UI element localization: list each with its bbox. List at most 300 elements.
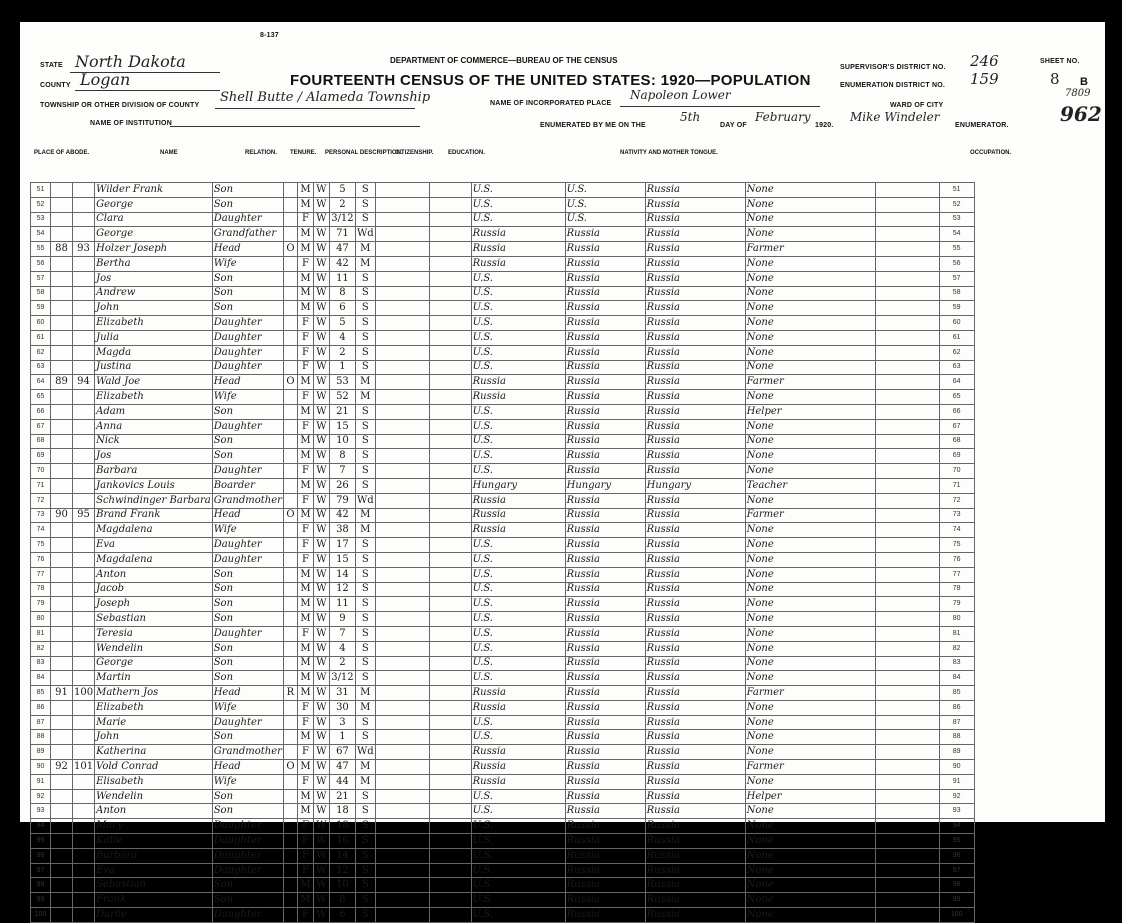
relation-cell: Son	[212, 404, 283, 419]
blank-cell	[875, 626, 939, 641]
occupation-cell: None	[745, 774, 875, 789]
blank-cell	[429, 286, 471, 301]
age-cell: 53	[329, 375, 355, 390]
marital-cell: S	[355, 449, 375, 464]
age-cell: 3/12	[329, 671, 355, 686]
blank-cell	[429, 330, 471, 345]
family-number	[73, 183, 95, 198]
line-number-right: 95	[939, 834, 974, 849]
marital-cell: M	[355, 686, 375, 701]
race-cell: W	[313, 375, 329, 390]
line-number: 93	[31, 804, 51, 819]
line-number-right: 92	[939, 789, 974, 804]
name-cell: Wendelin	[95, 789, 213, 804]
line-number: 65	[31, 390, 51, 405]
father-birthplace-cell: Russia	[565, 316, 645, 331]
father-birthplace-cell: Russia	[565, 360, 645, 375]
sex-cell: M	[297, 449, 313, 464]
mother-birthplace-cell: Russia	[645, 552, 745, 567]
mother-birthplace-cell: Russia	[645, 404, 745, 419]
blank-cell	[429, 345, 471, 360]
home-number	[51, 878, 73, 893]
relation-cell: Grandmother	[212, 745, 283, 760]
mother-birthplace-cell: Russia	[645, 789, 745, 804]
race-cell: W	[313, 197, 329, 212]
occupation-cell: None	[745, 256, 875, 271]
blank-cell	[429, 612, 471, 627]
mother-birthplace-cell: Russia	[645, 863, 745, 878]
family-number	[73, 212, 95, 227]
name-cell: Anton	[95, 567, 213, 582]
sex-cell: M	[297, 730, 313, 745]
marital-cell: M	[355, 508, 375, 523]
line-number-right: 84	[939, 671, 974, 686]
name-cell: Andrew	[95, 286, 213, 301]
birthplace-cell: U.S.	[471, 330, 565, 345]
blank-cell	[875, 227, 939, 242]
blank-cell	[375, 242, 429, 257]
father-birthplace-cell: Russia	[565, 893, 645, 908]
mother-birthplace-cell: Russia	[645, 197, 745, 212]
race-cell: W	[313, 419, 329, 434]
home-number	[51, 641, 73, 656]
occupation-cell: None	[745, 434, 875, 449]
blank-cell	[875, 256, 939, 271]
department-title: DEPARTMENT OF COMMERCE—BUREAU OF THE CENSUS	[390, 56, 618, 65]
mother-birthplace-cell: Russia	[645, 774, 745, 789]
home-number	[51, 848, 73, 863]
race-cell: W	[313, 493, 329, 508]
blank-cell	[429, 834, 471, 849]
line-number: 73	[31, 508, 51, 523]
name-cell: Frank	[95, 893, 213, 908]
mother-birthplace-cell: Russia	[645, 804, 745, 819]
line-number: 81	[31, 626, 51, 641]
blank-cell	[875, 878, 939, 893]
relation-cell: Daughter	[212, 464, 283, 479]
age-cell: 21	[329, 404, 355, 419]
family-number	[73, 286, 95, 301]
line-number-right: 74	[939, 523, 974, 538]
marital-cell: S	[355, 183, 375, 198]
incorporated-label: NAME OF INCORPORATED PLACE	[490, 100, 612, 107]
relation-cell: Daughter	[212, 863, 283, 878]
occupation-cell: None	[745, 464, 875, 479]
name-cell: Elisabeth	[95, 774, 213, 789]
age-cell: 10	[329, 878, 355, 893]
blank-cell	[375, 375, 429, 390]
birthplace-cell: U.S.	[471, 863, 565, 878]
home-number	[51, 893, 73, 908]
sex-cell: F	[297, 345, 313, 360]
blank-cell	[429, 434, 471, 449]
father-birthplace-cell: Russia	[565, 286, 645, 301]
sex-cell: M	[297, 804, 313, 819]
name-cell: Anton	[95, 804, 213, 819]
relation-cell: Son	[212, 671, 283, 686]
mother-birthplace-cell: Russia	[645, 626, 745, 641]
relation-cell: Son	[212, 641, 283, 656]
age-cell: 47	[329, 242, 355, 257]
blank-cell	[429, 538, 471, 553]
relation-cell: Wife	[212, 256, 283, 271]
blank-cell	[375, 360, 429, 375]
census-rows	[31, 183, 975, 923]
father-birthplace-cell: Russia	[565, 390, 645, 405]
family-number	[73, 582, 95, 597]
tenure-cell	[283, 434, 297, 449]
race-cell: W	[313, 626, 329, 641]
family-number	[73, 256, 95, 271]
table-row	[31, 183, 975, 198]
name-cell: Katherina	[95, 745, 213, 760]
sheet-letter: B	[1080, 76, 1089, 88]
sex-cell: M	[297, 478, 313, 493]
marital-cell: S	[355, 212, 375, 227]
home-number	[51, 390, 73, 405]
name-cell: Mary	[95, 819, 213, 834]
sex-cell: F	[297, 834, 313, 849]
sex-cell: M	[297, 197, 313, 212]
line-number-right: 88	[939, 730, 974, 745]
sheet-label: SHEET NO.	[1040, 58, 1080, 65]
table-row	[31, 360, 975, 375]
father-birthplace-cell: U.S.	[565, 183, 645, 198]
birthplace-cell: Russia	[471, 700, 565, 715]
relation-cell: Son	[212, 449, 283, 464]
table-row	[31, 804, 975, 819]
ward-label: WARD OF CITY	[890, 102, 944, 109]
sex-cell: M	[297, 375, 313, 390]
table-row	[31, 464, 975, 479]
race-cell: W	[313, 227, 329, 242]
birthplace-cell: Russia	[471, 774, 565, 789]
name-cell: John	[95, 301, 213, 316]
line-number: 69	[31, 449, 51, 464]
mother-birthplace-cell: Russia	[645, 834, 745, 849]
line-number-right: 72	[939, 493, 974, 508]
sex-cell: F	[297, 464, 313, 479]
family-number	[73, 641, 95, 656]
line-number-right: 66	[939, 404, 974, 419]
name-cell: Martin	[95, 671, 213, 686]
father-birthplace-cell: Russia	[565, 804, 645, 819]
mother-birthplace-cell: Russia	[645, 612, 745, 627]
occupation-cell: None	[745, 612, 875, 627]
mother-birthplace-cell: Russia	[645, 493, 745, 508]
blank-cell	[875, 834, 939, 849]
line-number: 55	[31, 242, 51, 257]
line-number: 78	[31, 582, 51, 597]
sex-cell: F	[297, 523, 313, 538]
tenure-cell	[283, 256, 297, 271]
sex-cell: F	[297, 330, 313, 345]
relation-cell: Son	[212, 582, 283, 597]
age-cell: 18	[329, 804, 355, 819]
race-cell: W	[313, 686, 329, 701]
occupation-cell: None	[745, 878, 875, 893]
race-cell: W	[313, 834, 329, 849]
sex-cell: F	[297, 419, 313, 434]
home-number	[51, 789, 73, 804]
age-cell: 5	[329, 316, 355, 331]
sex-cell: M	[297, 582, 313, 597]
marital-cell: S	[355, 863, 375, 878]
age-cell: 67	[329, 745, 355, 760]
tenure-cell	[283, 345, 297, 360]
blank-cell	[875, 271, 939, 286]
relation-cell: Son	[212, 271, 283, 286]
blank-cell	[375, 197, 429, 212]
line-number-right: 80	[939, 612, 974, 627]
line-number-right: 55	[939, 242, 974, 257]
tenure-cell: O	[283, 760, 297, 775]
enumerator-label: ENUMERATOR.	[955, 122, 1009, 129]
line-number-right: 100	[939, 908, 974, 923]
tenure-cell	[283, 183, 297, 198]
blank-cell	[875, 819, 939, 834]
home-number	[51, 449, 73, 464]
home-number	[51, 345, 73, 360]
tenure-cell	[283, 819, 297, 834]
line-number: 52	[31, 197, 51, 212]
occupation-cell: None	[745, 316, 875, 331]
father-birthplace-cell: Russia	[565, 256, 645, 271]
blank-cell	[375, 612, 429, 627]
table-row	[31, 567, 975, 582]
sex-cell: M	[297, 567, 313, 582]
line-number-right: 85	[939, 686, 974, 701]
blank-cell	[375, 760, 429, 775]
blank-cell	[429, 419, 471, 434]
sex-cell: F	[297, 390, 313, 405]
mother-birthplace-cell: Russia	[645, 745, 745, 760]
birthplace-cell: U.S.	[471, 404, 565, 419]
line-number-right: 54	[939, 227, 974, 242]
line-number-right: 78	[939, 582, 974, 597]
line-number: 99	[31, 893, 51, 908]
line-number-right: 75	[939, 538, 974, 553]
relation-cell: Daughter	[212, 626, 283, 641]
race-cell: W	[313, 908, 329, 923]
mother-birthplace-cell: Russia	[645, 227, 745, 242]
mother-birthplace-cell: Russia	[645, 893, 745, 908]
line-number-right: 82	[939, 641, 974, 656]
line-number: 75	[31, 538, 51, 553]
line-number-right: 83	[939, 656, 974, 671]
name-cell: Adam	[95, 404, 213, 419]
family-number	[73, 523, 95, 538]
table-row	[31, 789, 975, 804]
marital-cell: S	[355, 878, 375, 893]
blank-cell	[429, 493, 471, 508]
marital-cell: S	[355, 612, 375, 627]
marital-cell: S	[355, 286, 375, 301]
tenure-cell: O	[283, 242, 297, 257]
name-cell: Jos	[95, 449, 213, 464]
table-row	[31, 878, 975, 893]
blank-cell	[375, 774, 429, 789]
birthplace-cell: U.S.	[471, 789, 565, 804]
family-number	[73, 404, 95, 419]
father-birthplace-cell: Russia	[565, 819, 645, 834]
home-number	[51, 212, 73, 227]
blank-cell	[875, 419, 939, 434]
age-cell: 1	[329, 360, 355, 375]
tenure-cell	[283, 863, 297, 878]
age-cell: 4	[329, 330, 355, 345]
table-row	[31, 715, 975, 730]
race-cell: W	[313, 804, 329, 819]
marital-cell: S	[355, 819, 375, 834]
blank-cell	[429, 760, 471, 775]
table-row	[31, 271, 975, 286]
birthplace-cell: U.S.	[471, 419, 565, 434]
tenure-cell	[283, 730, 297, 745]
sex-cell: M	[297, 183, 313, 198]
marital-cell: S	[355, 893, 375, 908]
blank-cell	[429, 375, 471, 390]
home-number	[51, 271, 73, 286]
blank-cell	[375, 390, 429, 405]
relation-cell: Son	[212, 567, 283, 582]
colhead-relation: RELATION.	[245, 150, 277, 156]
line-number-right: 68	[939, 434, 974, 449]
tenure-cell	[283, 834, 297, 849]
race-cell: W	[313, 345, 329, 360]
occupation-cell: None	[745, 597, 875, 612]
age-cell: 3/12	[329, 212, 355, 227]
family-number	[73, 730, 95, 745]
mother-birthplace-cell: Russia	[645, 449, 745, 464]
blank-cell	[429, 183, 471, 198]
blank-cell	[875, 641, 939, 656]
tenure-cell	[283, 804, 297, 819]
mother-birthplace-cell: Russia	[645, 316, 745, 331]
line-number: 66	[31, 404, 51, 419]
birthplace-cell: U.S.	[471, 819, 565, 834]
age-cell: 8	[329, 893, 355, 908]
blank-cell	[875, 804, 939, 819]
line-number-right: 61	[939, 330, 974, 345]
sex-cell: M	[297, 656, 313, 671]
sex-cell: M	[297, 286, 313, 301]
blank-cell	[875, 893, 939, 908]
colhead-personal: PERSONAL DESCRIPTION.	[325, 150, 403, 156]
occupation-cell: Farmer	[745, 760, 875, 775]
table-row	[31, 523, 975, 538]
marital-cell: M	[355, 390, 375, 405]
age-cell: 10	[329, 434, 355, 449]
tenure-cell	[283, 390, 297, 405]
home-number	[51, 612, 73, 627]
age-cell: 1	[329, 730, 355, 745]
sex-cell: M	[297, 789, 313, 804]
tenure-cell	[283, 538, 297, 553]
marital-cell: S	[355, 301, 375, 316]
line-number: 57	[31, 271, 51, 286]
blank-cell	[875, 316, 939, 331]
marital-cell: S	[355, 582, 375, 597]
stamp-number: 7809	[1065, 88, 1091, 99]
blank-cell	[429, 390, 471, 405]
occupation-cell: None	[745, 834, 875, 849]
relation-cell: Head	[212, 508, 283, 523]
tenure-cell	[283, 745, 297, 760]
name-cell: Wendelin	[95, 641, 213, 656]
line-number-right: 93	[939, 804, 974, 819]
tenure-cell	[283, 597, 297, 612]
line-number: 70	[31, 464, 51, 479]
father-birthplace-cell: Russia	[565, 686, 645, 701]
mother-birthplace-cell: Russia	[645, 286, 745, 301]
birthplace-cell: U.S.	[471, 197, 565, 212]
line-number: 68	[31, 434, 51, 449]
birthplace-cell: U.S.	[471, 582, 565, 597]
mother-birthplace-cell: Russia	[645, 242, 745, 257]
birthplace-cell: U.S.	[471, 597, 565, 612]
blank-cell	[375, 656, 429, 671]
family-number: 94	[73, 375, 95, 390]
father-birthplace-cell: Russia	[565, 449, 645, 464]
tenure-cell	[283, 715, 297, 730]
race-cell: W	[313, 745, 329, 760]
birthplace-cell: U.S.	[471, 671, 565, 686]
occupation-cell: Farmer	[745, 375, 875, 390]
father-birthplace-cell: Russia	[565, 730, 645, 745]
line-number: 63	[31, 360, 51, 375]
occupation-cell: None	[745, 908, 875, 923]
marital-cell: S	[355, 464, 375, 479]
table-row	[31, 538, 975, 553]
blank-cell	[375, 597, 429, 612]
table-row	[31, 212, 975, 227]
age-cell: 12	[329, 582, 355, 597]
family-number	[73, 552, 95, 567]
name-cell: Sebastian	[95, 878, 213, 893]
relation-cell: Daughter	[212, 345, 283, 360]
home-number	[51, 552, 73, 567]
blank-cell	[375, 908, 429, 923]
home-number	[51, 286, 73, 301]
census-sheet	[20, 22, 1105, 920]
home-number: 91	[51, 686, 73, 701]
marital-cell: S	[355, 626, 375, 641]
mother-birthplace-cell: Russia	[645, 538, 745, 553]
family-number	[73, 345, 95, 360]
birthplace-cell: U.S.	[471, 345, 565, 360]
marital-cell: S	[355, 789, 375, 804]
blank-cell	[429, 686, 471, 701]
father-birthplace-cell: Russia	[565, 242, 645, 257]
birthplace-cell: U.S.	[471, 834, 565, 849]
race-cell: W	[313, 715, 329, 730]
tenure-cell	[283, 404, 297, 419]
home-number	[51, 301, 73, 316]
tenure-cell	[283, 908, 297, 923]
blank-cell	[375, 641, 429, 656]
mother-birthplace-cell: Russia	[645, 567, 745, 582]
birthplace-cell: U.S.	[471, 183, 565, 198]
blank-cell	[375, 523, 429, 538]
colhead-education: EDUCATION.	[448, 150, 485, 156]
birthplace-cell: Russia	[471, 227, 565, 242]
name-cell: Katie	[95, 834, 213, 849]
home-number	[51, 183, 73, 198]
home-number	[51, 819, 73, 834]
institution-label: NAME OF INSTITUTION	[90, 120, 172, 127]
sex-cell: F	[297, 715, 313, 730]
